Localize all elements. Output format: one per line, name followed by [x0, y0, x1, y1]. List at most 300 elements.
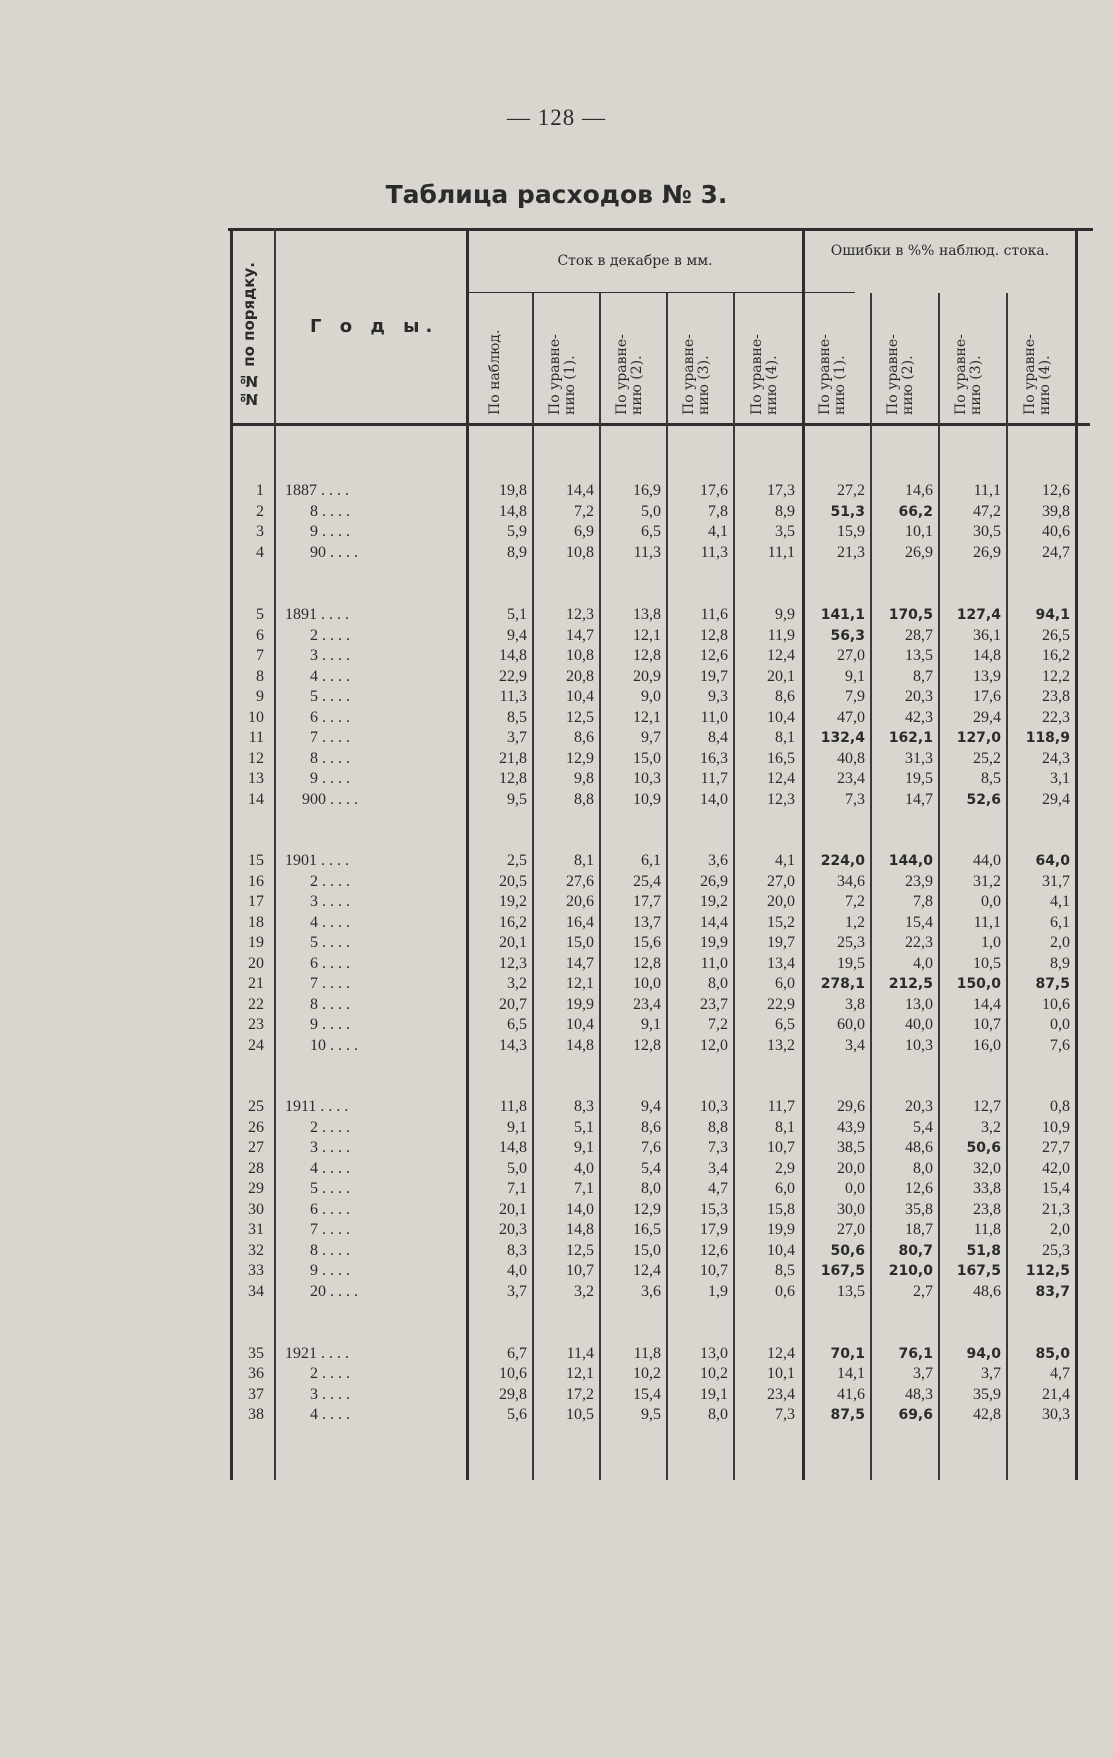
- row-number: 34: [248, 1283, 264, 1300]
- error-value: 10,3: [905, 1037, 933, 1054]
- row-number: 32: [248, 1242, 264, 1259]
- table-row: [230, 502, 1090, 522]
- runoff-value: 14,8: [499, 503, 527, 520]
- runoff-value: 2,5: [507, 852, 527, 869]
- table-row: [230, 769, 1090, 789]
- row-number: 12: [248, 750, 264, 767]
- error-value: 127,0: [956, 730, 1001, 746]
- error-value: 56,3: [830, 628, 865, 644]
- error-value: 26,5: [1042, 627, 1070, 644]
- table-row: [230, 687, 1090, 707]
- runoff-value: 11,8: [499, 1098, 527, 1115]
- runoff-value: 8,6: [641, 1119, 661, 1136]
- runoff-value: 4,0: [574, 1160, 594, 1177]
- runoff-value: 9,1: [574, 1139, 594, 1156]
- row-year: 1887 . . . .: [285, 482, 349, 499]
- error-value: 40,6: [1042, 523, 1070, 540]
- runoff-value: 20,6: [566, 893, 594, 910]
- error-value: 66,2: [898, 504, 933, 520]
- runoff-value: 20,3: [499, 1221, 527, 1238]
- row-year: 4 . . . .: [310, 914, 350, 931]
- runoff-value: 4,1: [775, 852, 795, 869]
- runoff-value: 8,6: [775, 688, 795, 705]
- table-row: [230, 974, 1090, 994]
- row-year: 9 . . . .: [310, 523, 350, 540]
- error-value: 11,1: [973, 914, 1001, 931]
- runoff-value: 20,0: [767, 893, 795, 910]
- header-eq4: По уравне- нию (4).: [749, 334, 780, 415]
- table-row: [230, 1179, 1090, 1199]
- row-year: 7 . . . .: [310, 975, 350, 992]
- runoff-value: 12,1: [633, 709, 661, 726]
- runoff-value: 8,1: [775, 729, 795, 746]
- row-number: 38: [248, 1406, 264, 1423]
- row-number: 15: [248, 852, 264, 869]
- row-number: 20: [248, 955, 264, 972]
- error-value: 20,0: [837, 1160, 865, 1177]
- runoff-value: 17,9: [700, 1221, 728, 1238]
- table-row: [230, 667, 1090, 687]
- runoff-value: 3,7: [507, 729, 527, 746]
- header-eq2: По уравне- нию (2).: [614, 334, 645, 415]
- runoff-value: 8,3: [574, 1098, 594, 1115]
- header-err-eq1: По уравне- нию (1).: [817, 334, 848, 415]
- row-number: 4: [256, 544, 264, 561]
- runoff-value: 10,4: [566, 1016, 594, 1033]
- error-value: 13,9: [973, 668, 1001, 685]
- runoff-value: 11,6: [700, 606, 728, 623]
- error-value: 19,5: [905, 770, 933, 787]
- runoff-value: 10,5: [566, 1406, 594, 1423]
- runoff-value: 27,6: [566, 873, 594, 890]
- error-value: 48,6: [973, 1283, 1001, 1300]
- runoff-value: 9,1: [641, 1016, 661, 1033]
- row-number: 36: [248, 1365, 264, 1382]
- row-year: 2 . . . .: [310, 627, 350, 644]
- row-year: 9 . . . .: [310, 1016, 350, 1033]
- error-value: 51,8: [966, 1243, 1001, 1259]
- row-number: 6: [256, 627, 264, 644]
- runoff-value: 15,0: [633, 1242, 661, 1259]
- runoff-value: 3,6: [708, 852, 728, 869]
- table-row: [230, 481, 1090, 501]
- runoff-value: 10,7: [700, 1262, 728, 1279]
- error-value: 162,1: [888, 730, 933, 746]
- error-value: 14,8: [973, 647, 1001, 664]
- error-value: 11,8: [973, 1221, 1001, 1238]
- row-year: 8 . . . .: [310, 750, 350, 767]
- row-number: 25: [248, 1098, 264, 1115]
- error-value: 35,9: [973, 1386, 1001, 1403]
- runoff-value: 19,8: [499, 482, 527, 499]
- error-value: 43,9: [837, 1119, 865, 1136]
- error-value: 48,3: [905, 1386, 933, 1403]
- runoff-value: 9,9: [775, 606, 795, 623]
- row-number: 7: [256, 647, 264, 664]
- runoff-value: 9,3: [708, 688, 728, 705]
- runoff-value: 7,8: [708, 503, 728, 520]
- row-year: 9 . . . .: [310, 1262, 350, 1279]
- error-value: 48,6: [905, 1139, 933, 1156]
- error-value: 29,6: [837, 1098, 865, 1115]
- runoff-value: 8,5: [507, 709, 527, 726]
- error-value: 26,9: [905, 544, 933, 561]
- error-value: 52,6: [966, 792, 1001, 808]
- runoff-value: 20,7: [499, 996, 527, 1013]
- error-value: 224,0: [820, 853, 865, 869]
- error-value: 3,8: [845, 996, 865, 1013]
- error-value: 47,2: [973, 503, 1001, 520]
- error-value: 144,0: [888, 853, 933, 869]
- row-number: 24: [248, 1037, 264, 1054]
- error-value: 13,5: [905, 647, 933, 664]
- error-value: 64,0: [1035, 853, 1070, 869]
- error-value: 141,1: [820, 607, 865, 623]
- runoff-value: 23,4: [767, 1386, 795, 1403]
- header-err-eq3: По уравне- нию (3).: [953, 334, 984, 415]
- error-value: 36,1: [973, 627, 1001, 644]
- runoff-value: 10,0: [633, 975, 661, 992]
- row-year: 1921 . . . .: [285, 1345, 349, 1362]
- table-row: [230, 1364, 1090, 1384]
- runoff-value: 10,4: [767, 1242, 795, 1259]
- runoff-value: 8,3: [507, 1242, 527, 1259]
- runoff-value: 6,5: [775, 1016, 795, 1033]
- header-eq3: По уравне- нию (3).: [681, 334, 712, 415]
- row-number: 29: [248, 1180, 264, 1197]
- error-value: 2,0: [1050, 934, 1070, 951]
- error-value: 14,1: [837, 1365, 865, 1382]
- error-value: 12,6: [905, 1180, 933, 1197]
- row-year: 8 . . . .: [310, 1242, 350, 1259]
- runoff-value: 10,7: [566, 1262, 594, 1279]
- runoff-value: 10,1: [767, 1365, 795, 1382]
- runoff-value: 19,1: [700, 1386, 728, 1403]
- error-value: 13,0: [905, 996, 933, 1013]
- runoff-value: 11,4: [566, 1345, 594, 1362]
- runoff-value: 19,9: [767, 1221, 795, 1238]
- runoff-value: 12,6: [700, 647, 728, 664]
- runoff-value: 20,1: [767, 668, 795, 685]
- error-value: 7,6: [1050, 1037, 1070, 1054]
- table-row: [230, 1282, 1090, 1302]
- error-value: 33,8: [973, 1180, 1001, 1197]
- row-number: 13: [248, 770, 264, 787]
- table-row: [230, 1385, 1090, 1405]
- runoff-value: 12,9: [566, 750, 594, 767]
- row-number: 3: [256, 523, 264, 540]
- row-year: 1901 . . . .: [285, 852, 349, 869]
- row-number: 10: [248, 709, 264, 726]
- error-value: 15,9: [837, 523, 865, 540]
- table-row: [230, 851, 1090, 871]
- runoff-value: 11,7: [700, 770, 728, 787]
- row-number: 18: [248, 914, 264, 931]
- error-value: 112,5: [1025, 1263, 1070, 1279]
- error-value: 12,2: [1042, 668, 1070, 685]
- row-number: 23: [248, 1016, 264, 1033]
- error-value: 0,8: [1050, 1098, 1070, 1115]
- runoff-value: 12,1: [566, 1365, 594, 1382]
- error-value: 23,9: [905, 873, 933, 890]
- row-number: 16: [248, 873, 264, 890]
- runoff-value: 11,9: [767, 627, 795, 644]
- error-value: 3,4: [845, 1037, 865, 1054]
- runoff-value: 15,3: [700, 1201, 728, 1218]
- runoff-value: 23,4: [633, 996, 661, 1013]
- table-row: [230, 708, 1090, 728]
- runoff-value: 10,8: [566, 544, 594, 561]
- row-year: 1891 . . . .: [285, 606, 349, 623]
- row-number: 19: [248, 934, 264, 951]
- runoff-value: 13,0: [700, 1345, 728, 1362]
- row-year: 7 . . . .: [310, 729, 350, 746]
- runoff-group-rule: [467, 292, 855, 293]
- runoff-value: 16,3: [700, 750, 728, 767]
- runoff-value: 14,0: [566, 1201, 594, 1218]
- runoff-value: 14,7: [566, 627, 594, 644]
- runoff-value: 16,5: [633, 1221, 661, 1238]
- runoff-value: 10,6: [499, 1365, 527, 1382]
- error-value: 18,7: [905, 1221, 933, 1238]
- error-value: 76,1: [898, 1346, 933, 1362]
- error-value: 210,0: [888, 1263, 933, 1279]
- runoff-value: 16,2: [499, 914, 527, 931]
- row-number: 35: [248, 1345, 264, 1362]
- error-value: 8,7: [913, 668, 933, 685]
- error-value: 24,3: [1042, 750, 1070, 767]
- error-value: 40,8: [837, 750, 865, 767]
- runoff-value: 23,7: [700, 996, 728, 1013]
- runoff-value: 11,0: [700, 955, 728, 972]
- error-value: 11,1: [973, 482, 1001, 499]
- runoff-value: 20,9: [633, 668, 661, 685]
- runoff-value: 3,6: [641, 1283, 661, 1300]
- runoff-value: 9,1: [507, 1119, 527, 1136]
- runoff-value: 9,0: [641, 688, 661, 705]
- row-year: 3 . . . .: [310, 647, 350, 664]
- runoff-value: 5,1: [574, 1119, 594, 1136]
- row-number: 27: [248, 1139, 264, 1156]
- row-year: 1911 . . . .: [285, 1098, 349, 1115]
- runoff-value: 12,8: [499, 770, 527, 787]
- row-year: 5 . . . .: [310, 1180, 350, 1197]
- runoff-value: 12,0: [700, 1037, 728, 1054]
- row-year: 2 . . . .: [310, 1119, 350, 1136]
- table-row: [230, 933, 1090, 953]
- row-number: 33: [248, 1262, 264, 1279]
- table-row: [230, 1405, 1090, 1425]
- error-value: 8,0: [913, 1160, 933, 1177]
- runoff-value: 14,4: [700, 914, 728, 931]
- error-value: 10,9: [1042, 1119, 1070, 1136]
- runoff-value: 6,7: [507, 1345, 527, 1362]
- row-year: 3 . . . .: [310, 1386, 350, 1403]
- table-row: [230, 1138, 1090, 1158]
- error-value: 6,1: [1050, 914, 1070, 931]
- runoff-value: 29,8: [499, 1386, 527, 1403]
- runoff-value: 12,8: [633, 647, 661, 664]
- runoff-value: 8,8: [708, 1119, 728, 1136]
- error-value: 42,3: [905, 709, 933, 726]
- row-year: 3 . . . .: [310, 893, 350, 910]
- runoff-value: 11,7: [767, 1098, 795, 1115]
- runoff-value: 8,9: [507, 544, 527, 561]
- error-value: 212,5: [888, 976, 933, 992]
- runoff-value: 8,1: [574, 852, 594, 869]
- error-value: 70,1: [830, 1346, 865, 1362]
- runoff-value: 6,9: [574, 523, 594, 540]
- runoff-value: 11,3: [700, 544, 728, 561]
- runoff-value: 8,6: [574, 729, 594, 746]
- table-row: [230, 1241, 1090, 1261]
- runoff-value: 10,3: [700, 1098, 728, 1115]
- error-value: 2,7: [913, 1283, 933, 1300]
- error-value: 20,3: [905, 688, 933, 705]
- runoff-value: 26,9: [700, 873, 728, 890]
- table-row: [230, 913, 1090, 933]
- table-row: [230, 543, 1090, 563]
- runoff-value: 14,0: [700, 791, 728, 808]
- row-year: 6 . . . .: [310, 955, 350, 972]
- runoff-value: 14,8: [566, 1037, 594, 1054]
- runoff-value: 9,5: [507, 791, 527, 808]
- runoff-value: 11,0: [700, 709, 728, 726]
- error-value: 14,4: [973, 996, 1001, 1013]
- error-value: 13,5: [837, 1283, 865, 1300]
- error-value: 22,3: [1042, 709, 1070, 726]
- error-value: 170,5: [888, 607, 933, 623]
- runoff-value: 12,8: [633, 1037, 661, 1054]
- runoff-value: 9,7: [641, 729, 661, 746]
- runoff-value: 8,9: [775, 503, 795, 520]
- runoff-value: 11,1: [767, 544, 795, 561]
- error-value: 21,4: [1042, 1386, 1070, 1403]
- error-value: 150,0: [956, 976, 1001, 992]
- error-value: 167,5: [956, 1263, 1001, 1279]
- error-value: 94,1: [1035, 607, 1070, 623]
- error-value: 5,4: [913, 1119, 933, 1136]
- error-value: 22,3: [905, 934, 933, 951]
- row-year: 9 . . . .: [310, 770, 350, 787]
- runoff-value: 14,7: [566, 955, 594, 972]
- runoff-value: 9,4: [641, 1098, 661, 1115]
- header-eq1: По уравне- нию (1).: [547, 334, 578, 415]
- runoff-value: 9,5: [641, 1406, 661, 1423]
- runoff-value: 5,4: [641, 1160, 661, 1177]
- runoff-value: 20,1: [499, 1201, 527, 1218]
- runoff-value: 9,8: [574, 770, 594, 787]
- table-row: [230, 749, 1090, 769]
- runoff-value: 4,1: [708, 523, 728, 540]
- error-value: 23,8: [1042, 688, 1070, 705]
- header-observed: По наблюд.: [487, 329, 503, 415]
- row-year: 5 . . . .: [310, 688, 350, 705]
- row-number: 31: [248, 1221, 264, 1238]
- row-number: 37: [248, 1386, 264, 1403]
- row-number: 17: [248, 893, 264, 910]
- row-number: 9: [256, 688, 264, 705]
- runoff-value: 7,2: [574, 503, 594, 520]
- error-value: 0,0: [845, 1180, 865, 1197]
- runoff-value: 19,9: [566, 996, 594, 1013]
- runoff-value: 12,1: [566, 975, 594, 992]
- runoff-value: 27,0: [767, 873, 795, 890]
- error-value: 25,3: [837, 934, 865, 951]
- error-value: 23,8: [973, 1201, 1001, 1218]
- runoff-value: 10,3: [633, 770, 661, 787]
- row-number: 2: [256, 503, 264, 520]
- error-value: 16,2: [1042, 647, 1070, 664]
- row-year: 5 . . . .: [310, 934, 350, 951]
- error-value: 41,6: [837, 1386, 865, 1403]
- table-row: [230, 728, 1090, 748]
- row-year: 6 . . . .: [310, 1201, 350, 1218]
- error-value: 31,7: [1042, 873, 1070, 890]
- error-value: 3,2: [981, 1119, 1001, 1136]
- runoff-value: 6,1: [641, 852, 661, 869]
- header-runoff-group: Сток в декабре в мм.: [557, 253, 713, 269]
- error-value: 29,4: [973, 709, 1001, 726]
- error-value: 35,8: [905, 1201, 933, 1218]
- row-year: 2 . . . .: [310, 1365, 350, 1382]
- error-value: 10,7: [973, 1016, 1001, 1033]
- row-number: 22: [248, 996, 264, 1013]
- row-number: 30: [248, 1201, 264, 1218]
- error-value: 30,0: [837, 1201, 865, 1218]
- error-value: 31,3: [905, 750, 933, 767]
- error-value: 12,6: [1042, 482, 1070, 499]
- runoff-value: 13,2: [767, 1037, 795, 1054]
- table-row: [230, 1344, 1090, 1364]
- error-value: 127,4: [956, 607, 1001, 623]
- row-number: 26: [248, 1119, 264, 1136]
- error-value: 4,7: [1050, 1365, 1070, 1382]
- error-value: 132,4: [820, 730, 865, 746]
- error-value: 38,5: [837, 1139, 865, 1156]
- row-year: 900 . . . .: [302, 791, 358, 808]
- error-value: 10,6: [1042, 996, 1070, 1013]
- error-value: 42,8: [973, 1406, 1001, 1423]
- error-value: 85,0: [1035, 1346, 1070, 1362]
- error-value: 47,0: [837, 709, 865, 726]
- table-top-rule: [228, 228, 1093, 231]
- runoff-value: 19,2: [499, 893, 527, 910]
- runoff-value: 12,6: [700, 1242, 728, 1259]
- page-number: — 128 —: [507, 105, 606, 130]
- table-row: [230, 1118, 1090, 1138]
- error-value: 4,1: [1050, 893, 1070, 910]
- table-row: [230, 872, 1090, 892]
- runoff-value: 16,5: [767, 750, 795, 767]
- runoff-value: 10,7: [767, 1139, 795, 1156]
- error-value: 25,3: [1042, 1242, 1070, 1259]
- table-row: [230, 995, 1090, 1015]
- error-value: 118,9: [1025, 730, 1070, 746]
- row-year: 20 . . . .: [310, 1283, 358, 1300]
- runoff-value: 10,2: [700, 1365, 728, 1382]
- error-value: 50,6: [966, 1140, 1001, 1156]
- row-number: 21: [248, 975, 264, 992]
- error-value: 23,4: [837, 770, 865, 787]
- runoff-value: 5,6: [507, 1406, 527, 1423]
- runoff-value: 17,2: [566, 1386, 594, 1403]
- row-year: 4 . . . .: [310, 668, 350, 685]
- runoff-value: 13,8: [633, 606, 661, 623]
- runoff-value: 3,2: [507, 975, 527, 992]
- table-row: [230, 626, 1090, 646]
- error-value: 7,9: [845, 688, 865, 705]
